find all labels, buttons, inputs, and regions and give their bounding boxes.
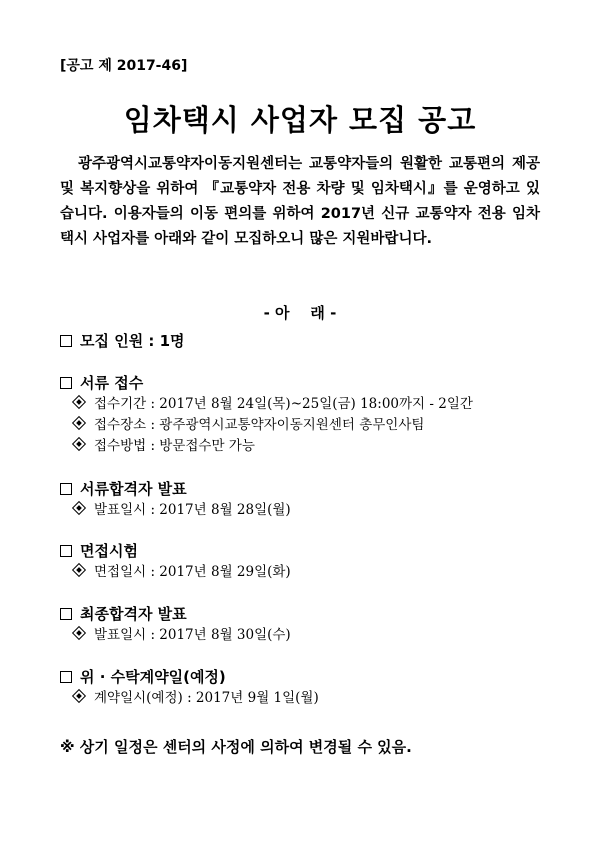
- diamond-bullet-icon: [72, 395, 86, 409]
- list-item: 접수기간 : 2017년 8월 24일(목)~25일(금) 18:00까지 - 2일간: [60, 394, 550, 415]
- schedule-change-note: ※ 상기 일정은 센터의 사정에 의하여 변경될 수 있음.: [60, 738, 412, 756]
- section-divider-heading: - 아 래 -: [263, 304, 337, 322]
- section-document-submission: [60, 372, 550, 457]
- checkbox-icon: [60, 671, 72, 683]
- diamond-bullet-icon: [72, 689, 86, 703]
- intro-text: 광주광역시교통약자이동지원센터는 교통약자들의 원활한 교통편의 제공 및 복지향상을 위하여 『교통약자 전용 차량 및 임차택시』를 운영하고 있습니다. 이용자들의 이동 편의를 위하여 2017년 신규 교통약자 전용 임차택시 사업자를 아래와 같이 모집하오니 많은 지원바랍니다.: [60, 156, 540, 247]
- diamond-bullet-icon: [72, 437, 86, 451]
- page-title: 임차택시 사업자 모집 공고: [123, 103, 477, 137]
- section-title: 서류합격자 발표: [80, 480, 187, 498]
- section-title: 면접시험: [80, 542, 138, 560]
- intro-paragraph: [60, 152, 540, 252]
- list-item: 발표일시 : 2017년 8월 28일(월): [60, 500, 550, 521]
- list-item: 계약일시(예정) : 2017년 9월 1일(월): [60, 688, 550, 709]
- section-title: 최종합격자 발표: [80, 605, 187, 623]
- checkbox-icon: [60, 483, 72, 495]
- checkbox-icon: [60, 545, 72, 557]
- diamond-bullet-icon: [72, 501, 86, 515]
- diamond-bullet-icon: [72, 563, 86, 577]
- checkbox-icon: [60, 608, 72, 620]
- section-recruit-count: [60, 330, 550, 352]
- diamond-bullet-icon: [72, 626, 86, 640]
- list-item: 접수방법 : 방문접수만 가능: [60, 436, 550, 457]
- section-title: 서류 접수: [80, 374, 144, 392]
- section-title: 위 · 수탁계약일(예정): [80, 668, 226, 686]
- list-item: 면접일시 : 2017년 8월 29일(화): [60, 562, 550, 583]
- notice-number: [공고 제 2017-46]: [60, 58, 188, 74]
- diamond-bullet-icon: [72, 416, 86, 430]
- section-contract-date: [60, 666, 550, 709]
- section-interview: [60, 540, 550, 583]
- checkbox-icon: [60, 377, 72, 389]
- list-item: 발표일시 : 2017년 8월 30일(수): [60, 625, 550, 646]
- section-title: 모집 인원 : 1명: [80, 332, 185, 350]
- section-final-result: [60, 603, 550, 646]
- list-item: 접수장소 : 광주광역시교통약자이동지원센터 총무인사팀: [60, 415, 550, 436]
- checkbox-icon: [60, 335, 72, 347]
- section-document-result: [60, 478, 550, 521]
